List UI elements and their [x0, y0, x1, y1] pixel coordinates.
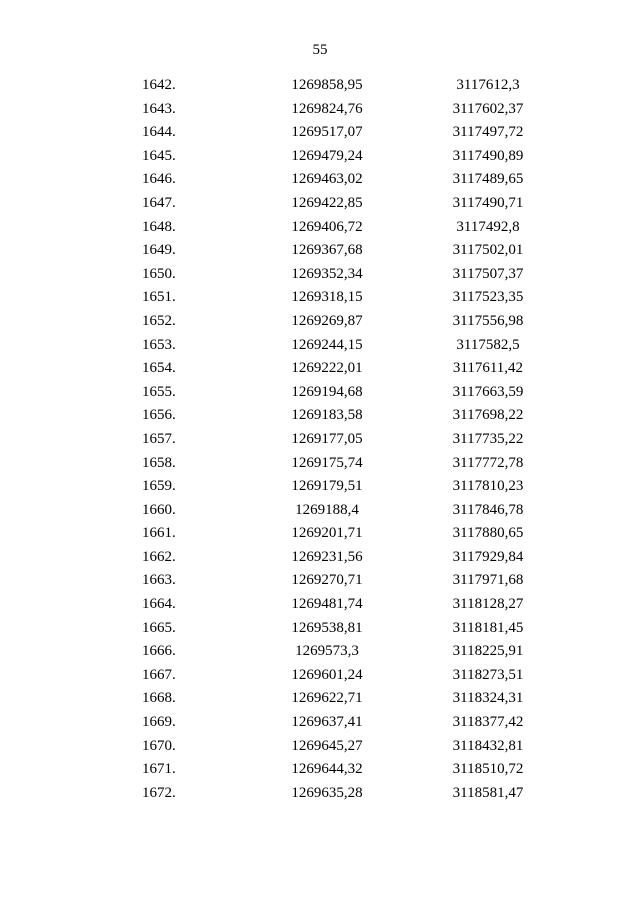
table-row [0, 121, 640, 145]
y-coordinate: 3118273,51 [452, 666, 524, 683]
point-number: 1671. [142, 761, 176, 778]
y-coordinate: 3117492,8 [456, 218, 520, 235]
point-number: 1644. [142, 124, 176, 141]
y-coordinate: 3117502,01 [452, 242, 524, 259]
y-coordinate: 3117582,5 [456, 336, 520, 353]
y-coordinate: 3117523,35 [452, 289, 524, 306]
x-coordinate: 1269858,95 [291, 77, 363, 93]
point-number: 1672. [142, 784, 176, 801]
x-coordinate: 1269645,27 [291, 737, 363, 754]
x-coordinate: 1269463,02 [291, 171, 363, 188]
table-row [0, 687, 640, 711]
point-number: 1658. [142, 454, 176, 471]
table-row [0, 711, 640, 735]
y-coordinate: 3117929,84 [452, 548, 524, 565]
x-coordinate: 1269244,15 [291, 336, 363, 353]
y-coordinate: 3117611,42 [452, 360, 524, 377]
point-number: 1663. [142, 572, 176, 589]
point-number: 1667. [142, 666, 176, 683]
x-coordinate: 1269637,41 [291, 714, 363, 731]
coordinate-table [0, 74, 640, 805]
y-coordinate: 3118581,47 [452, 784, 524, 801]
x-coordinate: 1269352,34 [291, 265, 363, 282]
table-row [0, 664, 640, 688]
point-number: 1653. [142, 336, 176, 353]
x-coordinate: 1269269,87 [291, 312, 363, 329]
table-row [0, 569, 640, 593]
y-coordinate: 3117490,89 [452, 147, 524, 164]
x-coordinate: 1269422,85 [291, 194, 363, 211]
point-number: 1648. [142, 218, 176, 235]
page-number: 55 [312, 42, 328, 58]
table-row [0, 735, 640, 759]
table-row [0, 522, 640, 546]
y-coordinate: 3117810,23 [452, 478, 524, 495]
table-row [0, 475, 640, 499]
point-number: 1645. [142, 147, 176, 164]
table-row [0, 286, 640, 310]
table-row [0, 334, 640, 358]
table-row [0, 546, 640, 570]
y-coordinate: 3117735,22 [452, 430, 524, 447]
x-coordinate: 1269175,74 [291, 454, 363, 471]
y-coordinate: 3117556,98 [452, 312, 524, 329]
x-coordinate: 1269622,71 [291, 690, 363, 707]
point-number: 1642. [142, 77, 176, 93]
table-row [0, 216, 640, 240]
table-row [0, 617, 640, 641]
table-row [0, 310, 640, 334]
table-row [0, 499, 640, 523]
table-row [0, 640, 640, 664]
table-row [0, 145, 640, 169]
point-number: 1655. [142, 383, 176, 400]
y-coordinate: 3117497,72 [452, 124, 524, 141]
table-row [0, 239, 640, 263]
table-row [0, 452, 640, 476]
x-coordinate: 1269318,15 [291, 289, 363, 306]
x-coordinate: 1269601,24 [291, 666, 363, 683]
table-row [0, 357, 640, 381]
point-number: 1654. [142, 360, 176, 377]
x-coordinate: 1269517,07 [291, 124, 363, 141]
x-coordinate: 1269367,68 [291, 242, 363, 259]
x-coordinate: 1269481,74 [291, 596, 363, 613]
y-coordinate: 3118510,72 [452, 761, 524, 778]
table-row [0, 381, 640, 405]
table-row [0, 98, 640, 122]
y-coordinate: 3118225,91 [452, 643, 524, 660]
y-coordinate: 3118181,45 [452, 619, 524, 636]
y-coordinate: 3117612,3 [456, 77, 520, 93]
x-coordinate: 1269188,4 [295, 501, 359, 518]
y-coordinate: 3117602,37 [452, 100, 524, 117]
table-row [0, 782, 640, 806]
y-coordinate: 3118324,31 [452, 690, 524, 707]
table-row [0, 168, 640, 192]
x-coordinate: 1269824,76 [291, 100, 363, 117]
y-coordinate: 3117663,59 [452, 383, 524, 400]
y-coordinate: 3117971,68 [452, 572, 524, 589]
x-coordinate: 1269201,71 [291, 525, 363, 542]
y-coordinate: 3117490,71 [452, 194, 524, 211]
y-coordinate: 3117880,65 [452, 525, 524, 542]
point-number: 1656. [142, 407, 176, 424]
x-coordinate: 1269183,58 [291, 407, 363, 424]
x-coordinate: 1269177,05 [291, 430, 363, 447]
y-coordinate: 3117772,78 [452, 454, 524, 471]
y-coordinate: 3117698,22 [452, 407, 524, 424]
table-row [0, 263, 640, 287]
y-coordinate: 3117507,37 [452, 265, 524, 282]
point-number: 1647. [142, 194, 176, 211]
x-coordinate: 1269222,01 [291, 360, 363, 377]
y-coordinate: 3117489,65 [452, 171, 524, 188]
point-number: 1660. [142, 501, 176, 518]
point-number: 1659. [142, 478, 176, 495]
x-coordinate: 1269644,32 [291, 761, 363, 778]
point-number: 1651. [142, 289, 176, 306]
y-coordinate: 3117846,78 [452, 501, 524, 518]
x-coordinate: 1269270,71 [291, 572, 363, 589]
point-number: 1657. [142, 430, 176, 447]
table-row [0, 404, 640, 428]
x-coordinate: 1269635,28 [291, 784, 363, 801]
y-coordinate: 3118432,81 [452, 737, 524, 754]
y-coordinate: 3118128,27 [452, 596, 524, 613]
table-row [0, 593, 640, 617]
point-number: 1661. [142, 525, 176, 542]
y-coordinate: 3118377,42 [452, 714, 524, 731]
x-coordinate: 1269479,24 [291, 147, 363, 164]
point-number: 1646. [142, 171, 176, 188]
x-coordinate: 1269406,72 [291, 218, 363, 235]
point-number: 1643. [142, 100, 176, 117]
point-number: 1670. [142, 737, 176, 754]
table-row [0, 758, 640, 782]
point-number: 1650. [142, 265, 176, 282]
x-coordinate: 1269538,81 [291, 619, 363, 636]
table-row [0, 428, 640, 452]
point-number: 1649. [142, 242, 176, 259]
x-coordinate: 1269231,56 [291, 548, 363, 565]
point-number: 1669. [142, 714, 176, 731]
x-coordinate: 1269179,51 [291, 478, 363, 495]
point-number: 1662. [142, 548, 176, 565]
point-number: 1666. [142, 643, 176, 660]
x-coordinate: 1269573,3 [295, 643, 359, 660]
point-number: 1652. [142, 312, 176, 329]
table-row [0, 192, 640, 216]
point-number: 1668. [142, 690, 176, 707]
table-row [0, 74, 640, 98]
point-number: 1665. [142, 619, 176, 636]
point-number: 1664. [142, 596, 176, 613]
x-coordinate: 1269194,68 [291, 383, 363, 400]
